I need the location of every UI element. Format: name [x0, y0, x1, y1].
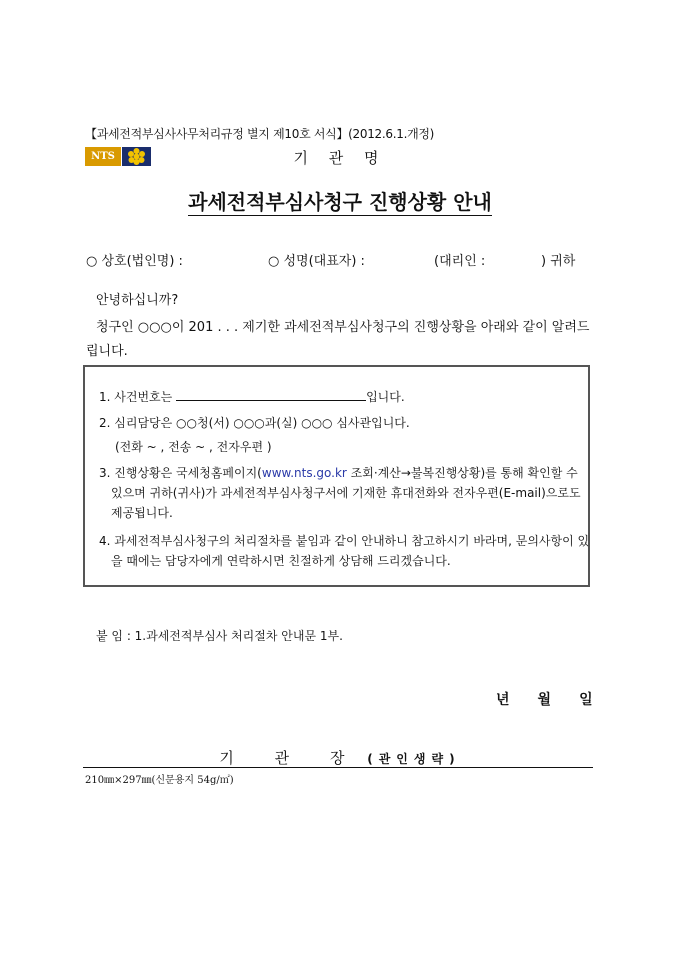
form-note: 【과세전적부심사사무처리규정 별지 제10호 서식】(2012.6.1.개정) [85, 127, 435, 141]
item-examiner: 2. 심리담당은 ○○청(서) ○○○과(실) ○○○ 심사관입니다. [99, 416, 410, 430]
date-line [496, 689, 621, 709]
title-text: 과세전적부심사청구 진행상황 안내 [188, 190, 492, 214]
agency-name: 기 관 명 [293, 149, 387, 167]
month-label: 월 [537, 692, 552, 708]
agent-label: (대리인 : [434, 254, 486, 269]
paper-spec: 210㎜×297㎜(신문용지 54g/㎡) [85, 775, 234, 786]
info-box [83, 365, 590, 587]
item-guidance: 4. 과세전적부심사청구의 처리절차를 붙임과 같이 안내하니 참고하시기 바라며, 문의사항이 있을 때에는 담당자에게 연락하시면 친절하게 상담해 드리겠습니다. [99, 534, 590, 568]
nts-website-link[interactable]: www.nts.go.kr [261, 466, 347, 480]
company-label: ○ 상호(법인명) : [86, 254, 183, 269]
recipient-line [86, 250, 586, 270]
year-label: 년 [496, 692, 510, 708]
item-case-number: 1. 사건번호는 입니다. [99, 390, 405, 404]
representative-label: ○ 성명(대표자) : [268, 254, 365, 269]
item-contact: (전화 ~ , 전송 ~ , 전자우편 ) [115, 440, 272, 454]
intro-paragraph: 청구인 ○○○이 201 . . . 제기한 과세전적부심사청구의 진행상황을 아래와 같이 알려드립니다. [86, 320, 590, 359]
attachment-line: 붙 임 : 1.과세전적부심사 처리절차 안내문 1부. [96, 629, 343, 643]
bottom-divider [83, 767, 593, 768]
seal-note: (관인생략) [367, 752, 461, 766]
day-label: 일 [579, 692, 593, 708]
document-title [0, 186, 680, 215]
chief-signature [0, 747, 680, 768]
greeting: 안녕하십니까? [96, 293, 179, 308]
logo-text: NTS [85, 147, 121, 166]
case-number-blank [176, 388, 366, 401]
chief-title: 기 관 장 [219, 749, 363, 767]
honorific: ) 귀하 [541, 254, 576, 269]
item-progress: 3. 진행상황은 국세청홈페이지(www.nts.go.kr 조회·계산→불복진행상황)를 통해 확인할 수 있으며 귀하(귀사)가 과세전적부심사청구서에 기재한 휴대전화와 전자우편(E-mail)으로도 제공됩니다. [99, 466, 581, 520]
